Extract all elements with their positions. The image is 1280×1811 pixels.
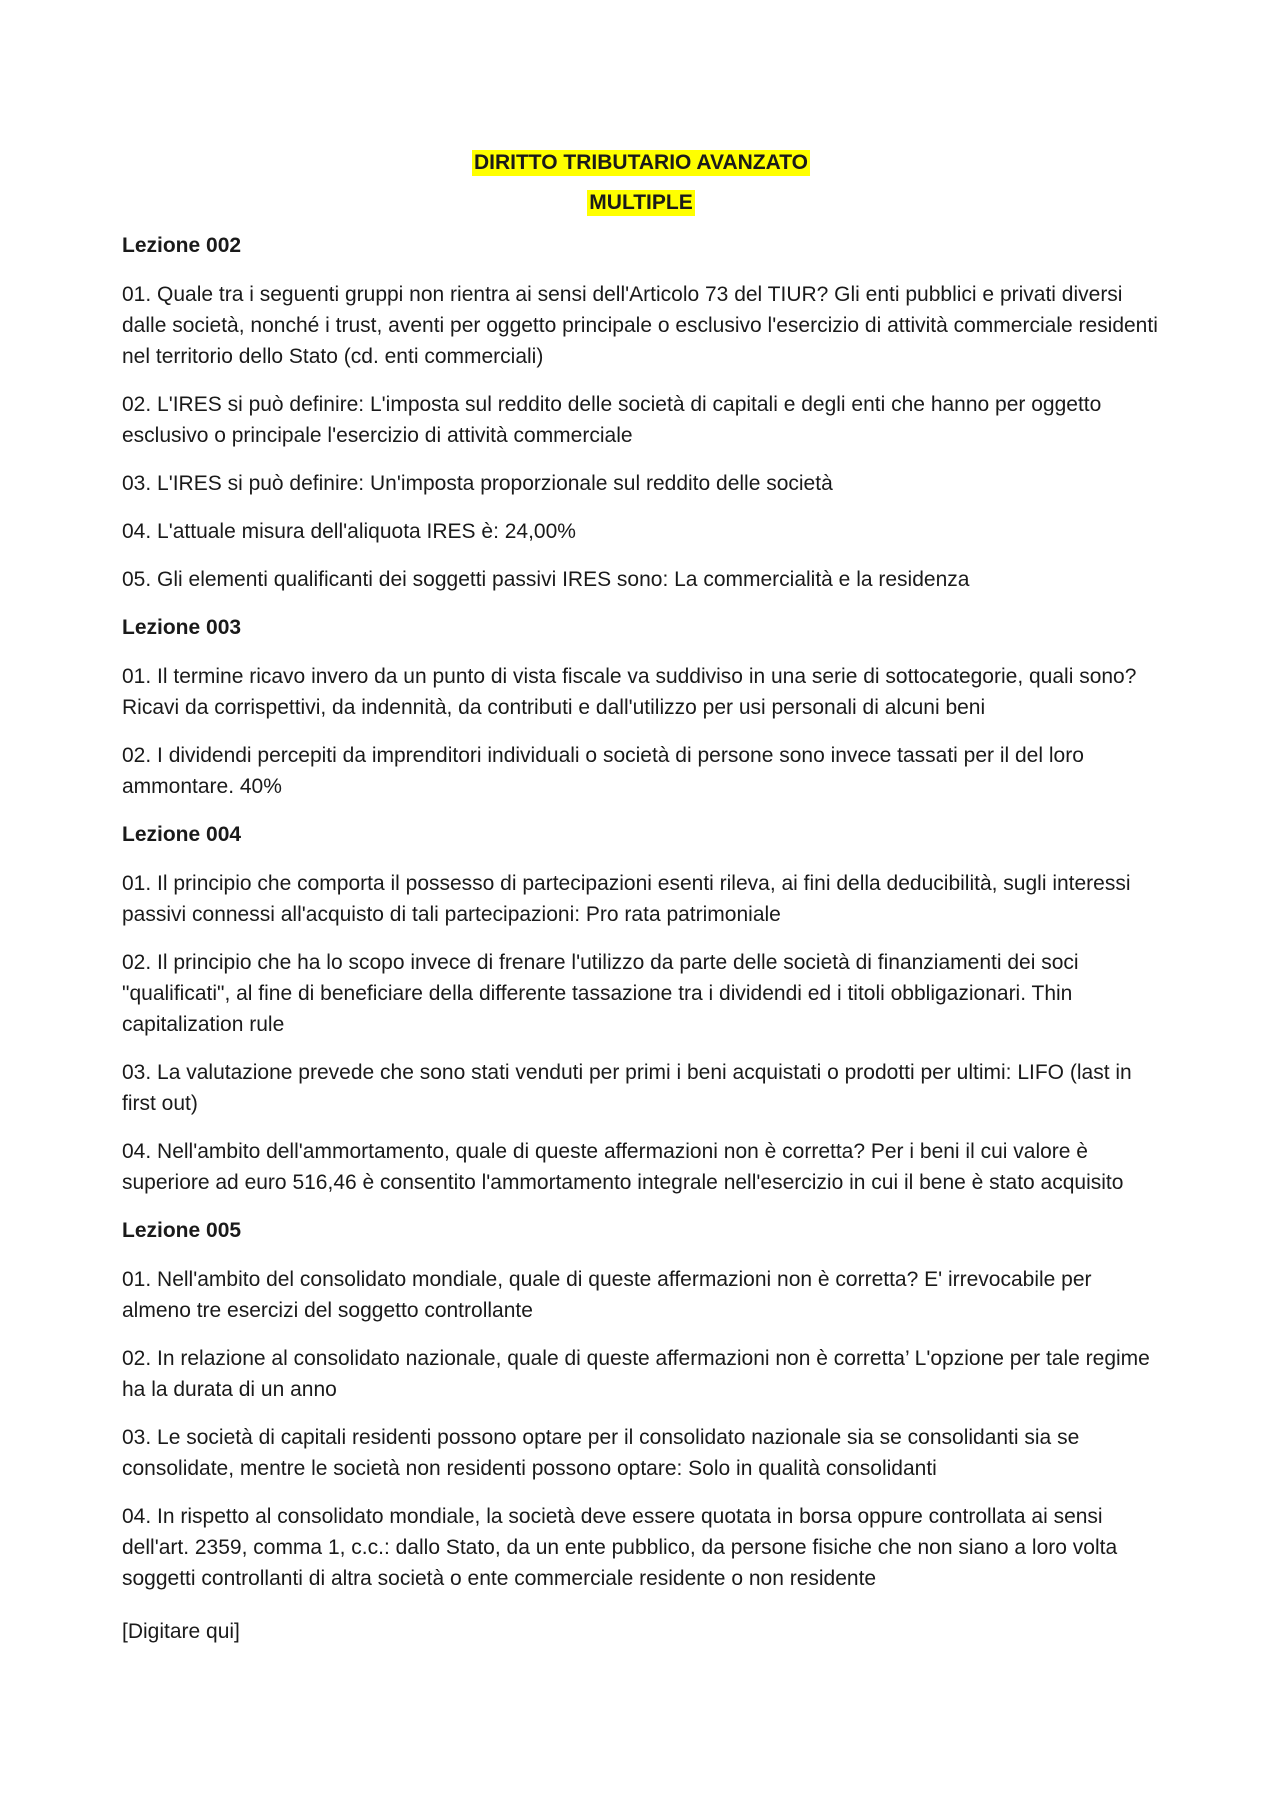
question-item: 02. Il principio che ha lo scopo invece di frenare l'utilizzo da parte delle società di finanziamenti dei soci "qualificati", al fine di beneficiare della differente tassazione tra i dividendi ed i titoli obbligazionari. Thin capitalization rule [122,951,1079,1036]
question-item: 03. Le società di capitali residenti possono optare per il consolidato nazionale sia se consolidanti sia se consolidate, mentre le società non residenti possono optare: Solo in qualità consolidanti [122,1426,1080,1480]
section-lezione-004 [122,819,1160,1198]
question-item: 03. L'IRES si può definire: Un'imposta proporzionale sul reddito delle società [122,472,833,495]
document-subtitle: MULTIPLE [589,191,693,214]
question-item: 04. Nell'ambito dell'ammortamento, quale di queste affermazioni non è corretta? Per i beni il cui valore è superiore ad euro 516,46 è consentito l'ammortamento integrale nell'esercizio in cui il bene è stato acquisito [122,1140,1124,1194]
question-item: 04. In rispetto al consolidato mondiale, la società deve essere quotata in borsa oppure controllata ai sensi dell'art. 2359, comma 1, c.c.: dallo Stato, da un ente pubblico, da persone fisiche che non siano a loro volta soggetti controllanti di altra società o ente commerciale residente o non residente [122,1505,1118,1590]
question-item: 04. L'attuale misura dell'aliquota IRES è: 24,00% [122,520,576,543]
subtitle-block [122,190,1160,216]
question-item: 01. Quale tra i seguenti gruppi non rientra ai sensi dell'Articolo 73 del TIUR? Gli enti pubblici e privati diversi dalle società, nonché i trust, aventi per oggetto principale o esclusivo l'esercizio di attività commerciale residenti nel territorio dello Stato (cd. enti commerciali) [122,283,1158,368]
question-item: 02. In relazione al consolidato nazionale, quale di queste affermazioni non è corretta’ L'opzione per tale regime ha la durata di un anno [122,1347,1150,1401]
question-item: 02. I dividendi percepiti da imprenditori individuali o società di persone sono invece tassati per il del loro ammontare. 40% [122,744,1084,798]
section-heading: Lezione 005 [122,1219,242,1242]
section-lezione-002 [122,230,1160,595]
title-block [122,150,1160,176]
section-heading: Lezione 002 [122,234,242,257]
question-item: 02. L'IRES si può definire: L'imposta sul reddito delle società di capitali e degli enti che hanno per oggetto esclusivo o principale l'esercizio di attività commerciale [122,393,1102,447]
question-item: 01. Nell'ambito del consolidato mondiale, quale di queste affermazioni non è corretta? E' irrevocabile per almeno tre esercizi del soggetto controllante [122,1268,1092,1322]
question-item: 03. La valutazione prevede che sono stati venduti per primi i beni acquistati o prodotti per ultimi: LIFO (last in first out) [122,1061,1132,1115]
question-item: 05. Gli elementi qualificanti dei soggetti passivi IRES sono: La commercialità e la residenza [122,568,970,591]
section-lezione-005 [122,1215,1160,1594]
section-heading: Lezione 003 [122,616,242,639]
footer-placeholder[interactable]: [Digitare qui] [122,1620,240,1643]
document-title: DIRITTO TRIBUTARIO AVANZATO [473,151,809,174]
section-lezione-003 [122,612,1160,802]
section-heading: Lezione 004 [122,823,242,846]
question-item: 01. Il principio che comporta il possesso di partecipazioni esenti rileva, ai fini della deducibilità, sugli interessi passivi connessi all'acquisto di tali partecipazioni: Pro rata patrimoniale [122,872,1131,926]
question-item: 01. Il termine ricavo invero da un punto di vista fiscale va suddiviso in una serie di sottocategorie, quali sono? Ricavi da corrispettivi, da indennità, da contributi e dall'utilizzo per usi personali di alcuni beni [122,665,1137,719]
